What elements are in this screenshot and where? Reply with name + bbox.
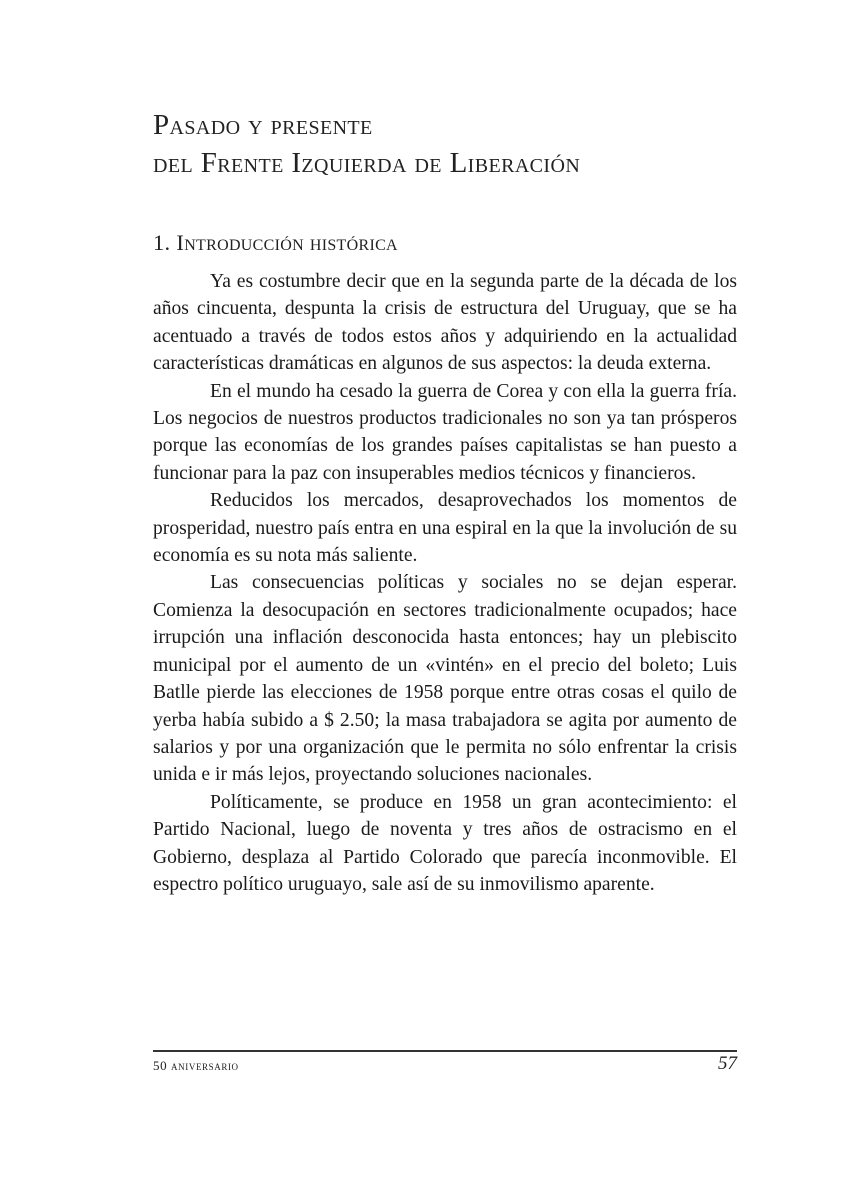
footer-running-title: 50 aniversario [153, 1058, 239, 1073]
page-number: 57 [718, 1053, 737, 1074]
paragraph-2: En el mundo ha cesado la guerra de Corea y con ella la guerra fría. Los negocios de nuestros productos tradicionales no son ya tan prósperos porque las economías de los grandes países capitalistas se han puesto a funcionar para la paz con insuperables medios técnicos y financieros. [153, 380, 737, 484]
paragraph-5: Políticamente, se produce en 1958 un gran acontecimiento: el Partido Nacional, luego de noventa y tres años de ostracismo en el Gobierno, desplaza al Partido Colorado que parecía inconmovible. El espectro político uruguayo, sale así de su inmovilismo aparente. [153, 791, 737, 895]
body-text [153, 268, 737, 898]
document-page [153, 0, 737, 1178]
paragraph-3: Reducidos los mercados, desaprovechados los momentos de prosperidad, nuestro país entra en una espiral en la que la involución de su economía es su nota más saliente. [153, 490, 737, 567]
chapter-title [153, 106, 737, 182]
section-heading: 1. Introducción histórica [153, 230, 398, 255]
chapter-title-line-1: Pasado y presente [153, 109, 373, 141]
paragraph-4: Las consecuencias políticas y sociales no se dejan esperar. Comienza la desocupación en sectores tradicionalmente ocupados; hace irrupción una inflación desconocida hasta entonces; hay un plebiscito municipal por el aumento de un «vintén» en el precio del boleto; Luis Batlle pierde las elecciones de 1958 porque entre otras cosas el quilo de yerba había subido a $ 2.50; la masa trabajadora se agita por aumento de salarios y por una organización que le permita no sólo enfrentar la crisis unida e ir más lejos, proyectando soluciones nacionales. [153, 572, 737, 786]
chapter-title-line-2: del Frente Izquierda de Liberación [153, 147, 581, 179]
footer-divider [153, 1050, 737, 1052]
paragraph-1: Ya es costumbre decir que en la segunda parte de la década de los años cincuenta, despunta la crisis de estructura del Uruguay, que se ha acentuado a través de todos estos años y adquiriendo en la actualidad características dramáticas en algunos de sus aspectos: la deuda externa. [153, 271, 737, 375]
